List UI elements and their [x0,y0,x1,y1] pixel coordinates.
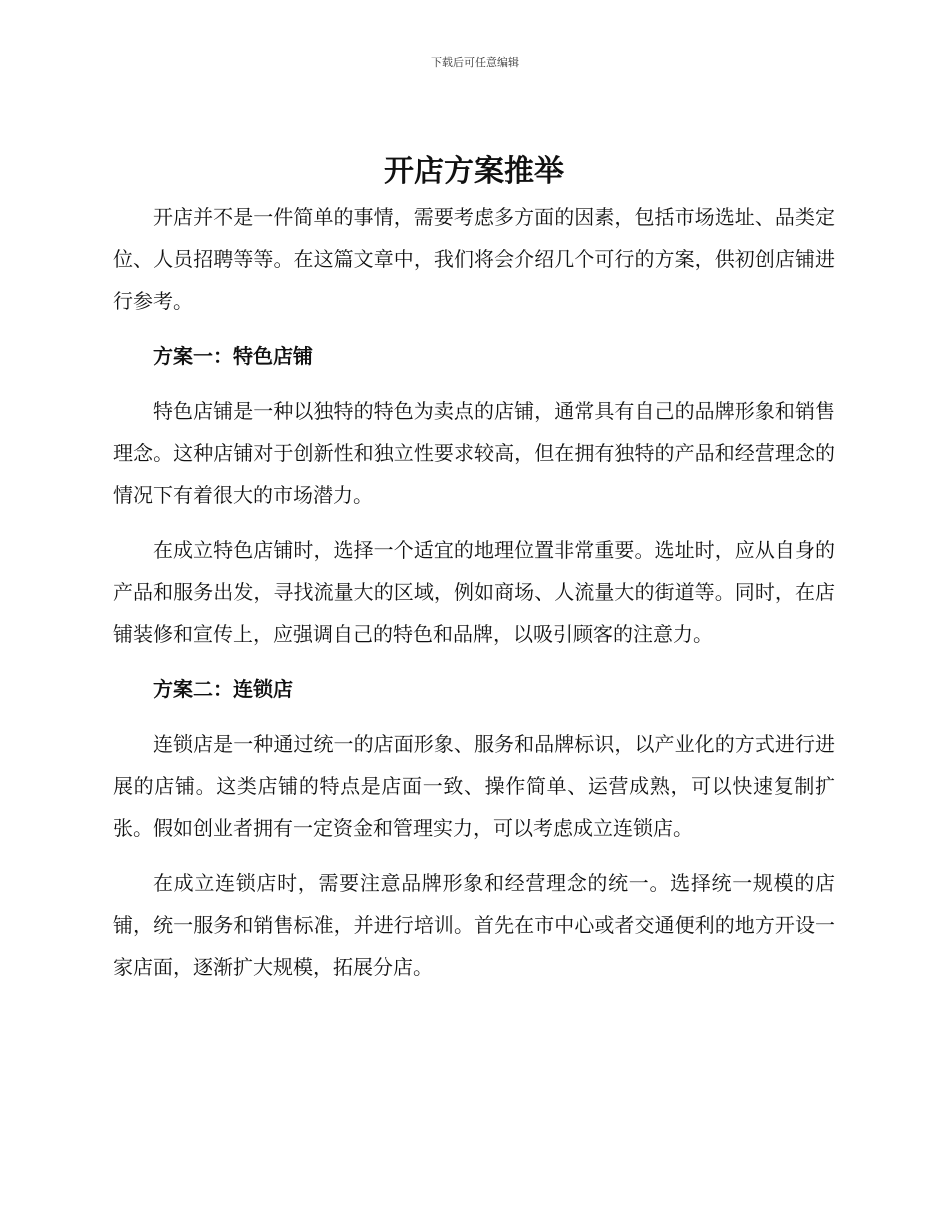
section-1 [113,335,835,655]
body-paragraph: 在成立特色店铺时，选择一个适宜的地理位置非常重要。选址时，应从自身的产品和服务出发，寻找流量大的区域，例如商场、人流量大的街道等。同时，在店铺装修和宣传上，应强调自己的特色和品牌，以吸引顾客的注意力。 [113,538,835,646]
document-body [113,150,835,988]
intro-paragraph: 开店并不是一件简单的事情，需要考虑多方面的因素，包括市场选址、品类定位、人员招聘等等。在这篇文章中，我们将会介绍几个可行的方案，供初创店铺进行参考。 [113,205,835,313]
section-heading: 方案二：连锁店 [153,677,293,701]
body-paragraph: 连锁店是一种通过统一的店面形象、服务和品牌标识，以产业化的方式进行进展的店铺。这类店铺的特点是店面一致、操作简单、运营成熟，可以快速复制扩张。假如创业者拥有一定资金和管理实力，可以考虑成立连锁店。 [113,732,835,840]
body-paragraph: 特色店铺是一种以独特的特色为卖点的店铺，通常具有自己的品牌形象和销售理念。这种店铺对于创新性和独立性要求较高，但在拥有独特的产品和经营理念的情况下有着很大的市场潜力。 [113,399,835,507]
header-note: 下载后可任意编辑 [431,56,519,69]
document-title: 开店方案推举 [384,154,564,189]
body-paragraph: 在成立连锁店时，需要注意品牌形象和经营理念的统一。选择统一规模的店铺，统一服务和销售标准，并进行培训。首先在市中心或者交通便利的地方开设一家店面，逐渐扩大规模，拓展分店。 [113,871,835,979]
section-heading: 方案一：特色店铺 [153,344,313,368]
section-2 [113,668,835,988]
